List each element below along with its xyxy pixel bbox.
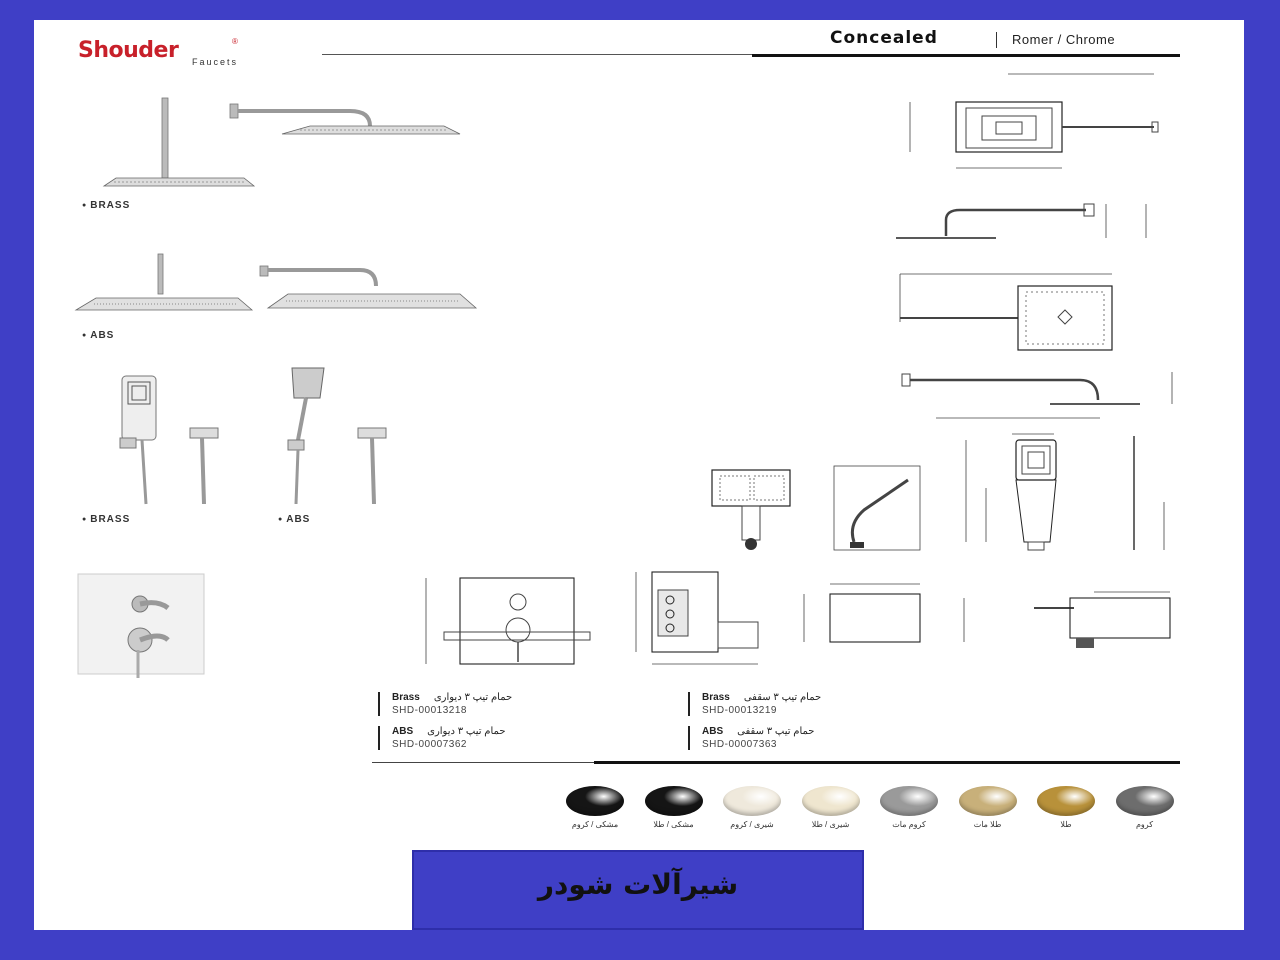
finish-swatch-label: مشکی / طلا	[653, 820, 694, 829]
finish-swatch-label: طلا	[1060, 820, 1072, 829]
header-rule-thin	[322, 54, 792, 55]
product-name: حمام تیپ ۳ سقفی	[743, 692, 822, 703]
finish-swatch-label: شیری / طلا	[811, 820, 850, 829]
product-code: SHD-00007362	[392, 739, 467, 750]
abs-wall-shower-image	[260, 260, 480, 310]
top-view-perforated-head-drawing	[900, 272, 1130, 356]
product-code: SHD-00007363	[702, 739, 777, 750]
brass-wall-shower-image	[230, 104, 470, 164]
finish-swatch	[959, 786, 1017, 816]
product-name: حمام تیپ ۳ دیواری	[433, 692, 513, 703]
footer-title: شیرآلات شودر	[537, 868, 739, 901]
mixer-side-drawing	[630, 566, 778, 670]
finish-swatch	[566, 786, 624, 816]
title-separator	[996, 32, 997, 48]
product-code: SHD-00013218	[392, 705, 467, 716]
product-code-block-1	[378, 692, 512, 716]
hose-connector-drawing	[1024, 586, 1184, 662]
catalog-sheet	[34, 20, 1244, 930]
top-view-square-head-drawing	[904, 72, 1164, 172]
product-material: Brass	[392, 692, 420, 703]
finish-swatch-label: مشکی / کروم	[571, 820, 619, 829]
finish-swatch	[1116, 786, 1174, 816]
side-view-wall-arm-drawing	[896, 200, 1166, 240]
page-title: Concealed	[830, 28, 938, 48]
header-rule-thick	[752, 54, 1180, 57]
brass-hand-shower-image	[110, 376, 230, 506]
hand-shower-side-drawing	[834, 466, 924, 556]
product-material: Brass	[702, 692, 730, 703]
product-material: ABS	[702, 726, 724, 737]
product-name: حمام تیپ ۳ دیواری	[427, 726, 506, 737]
abs-hand-shower-image	[284, 368, 394, 506]
product-code-block-2	[688, 692, 821, 716]
concealed-mixer-image	[78, 574, 206, 678]
finish-swatch	[723, 786, 781, 816]
wall-connector-drawing	[800, 580, 970, 666]
abs-ceiling-shower-image	[76, 254, 256, 314]
finish-swatch-label: کروم	[1135, 820, 1154, 829]
material-label-brass-top: ● BRASS	[82, 200, 130, 211]
material-label-brass-hand: ● BRASS	[82, 514, 130, 525]
finish-swatch	[645, 786, 703, 816]
hand-shower-front-drawing	[706, 466, 796, 556]
material-label-abs-hand: ● ABS	[278, 514, 310, 525]
material-label-abs-top: ● ABS	[82, 330, 114, 341]
finish-swatch-label: طلا مات	[973, 820, 1002, 829]
page-subtitle: Romer / Chrome	[1012, 32, 1116, 47]
product-code: SHD-00013219	[702, 705, 777, 716]
product-name: حمام تیپ ۳ سقفی	[737, 726, 815, 737]
mixer-front-drawing	[424, 574, 610, 670]
finish-swatch	[1037, 786, 1095, 816]
finish-swatch	[880, 786, 938, 816]
product-code-block-4	[688, 726, 815, 750]
finish-swatch-label: کروم مات	[892, 820, 926, 829]
hand-shower-dimension-drawing	[964, 432, 1184, 556]
brand-subtitle: Faucets	[192, 57, 239, 67]
brand-logo: Shouder	[78, 38, 179, 63]
product-material: ABS	[392, 726, 414, 737]
finish-swatch-label: شیری / کروم	[730, 820, 774, 829]
side-view-perforated-arm-drawing	[900, 366, 1180, 422]
brand-registered-mark: ®	[232, 37, 238, 46]
finish-swatch	[802, 786, 860, 816]
product-code-block-3	[378, 726, 506, 750]
bottom-rule-thick	[594, 761, 1180, 764]
